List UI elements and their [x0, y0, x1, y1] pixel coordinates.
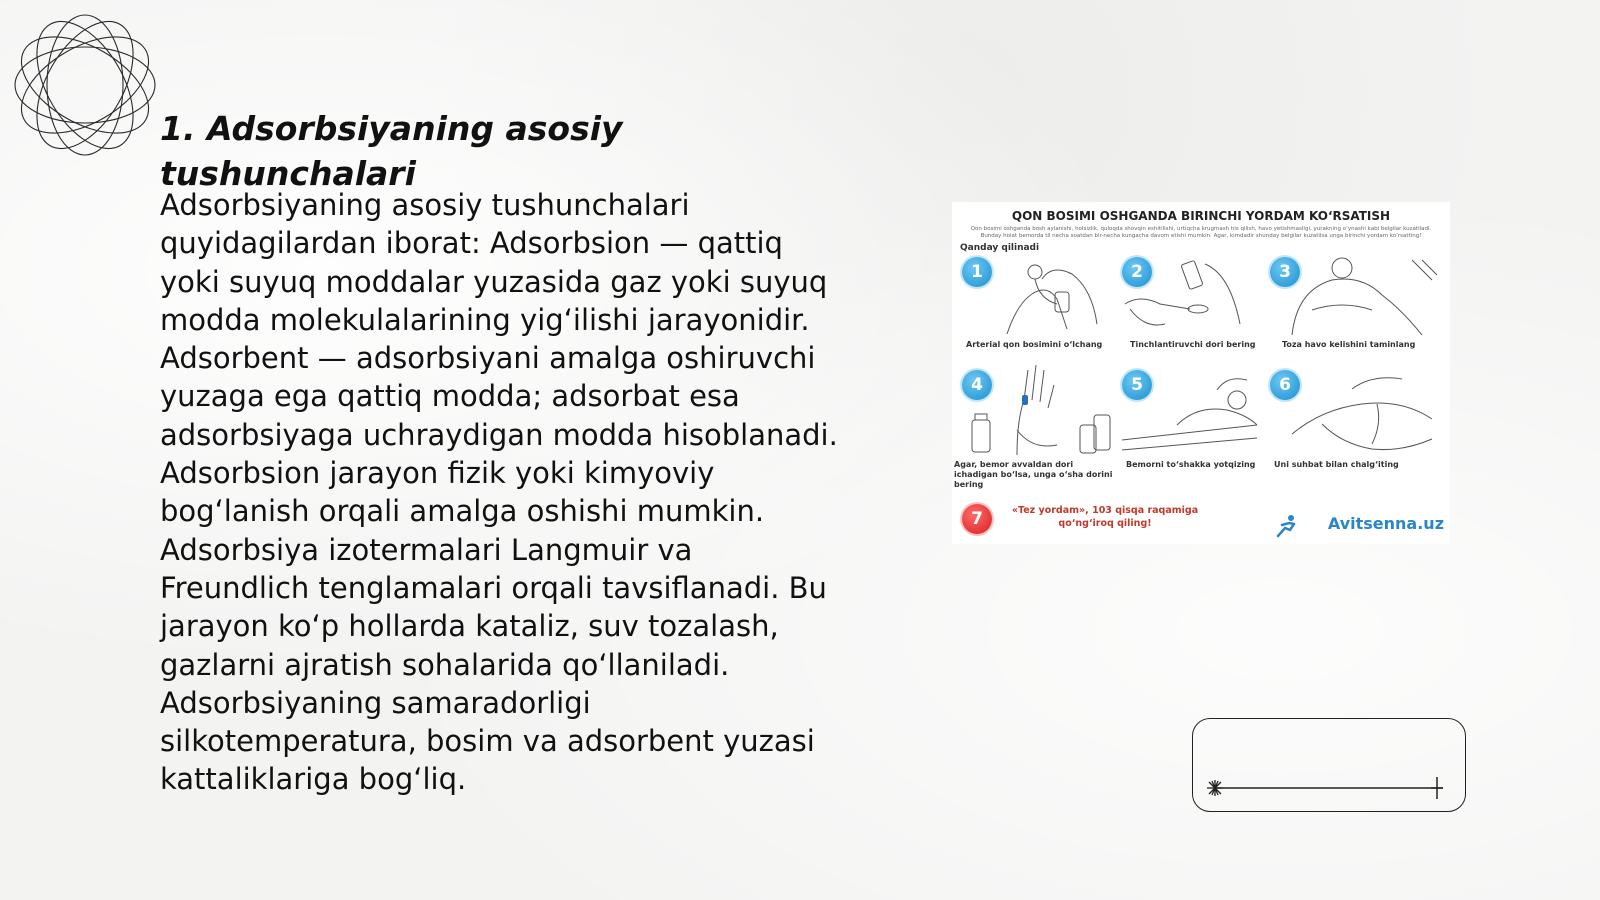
step-number-2: 2	[1122, 257, 1152, 287]
cross-marker-icon	[1431, 777, 1443, 799]
step-label-4: Agar, bemor avvaldan dori ichadigan bo‘lsa, unga o‘sha dorini bering	[954, 460, 1113, 489]
timeline-decoration	[1192, 718, 1466, 812]
first-aid-infographic	[952, 202, 1450, 544]
timeline-line	[1193, 719, 1465, 811]
brand-name: Avitsenna.uz	[1327, 514, 1444, 533]
step-number-7: 7	[962, 504, 992, 534]
pill-bottles-sketch	[962, 360, 1112, 460]
step-number-3: 3	[1270, 257, 1300, 287]
slide-title: 1. Adsorbsiyaning asosiy tushunchalari	[160, 109, 623, 193]
infographic-title: QON BOSIMI OSHGANDA BIRINCHI YORDAM KO‘RSATISH	[1011, 209, 1391, 223]
infographic-section-label: Qanday qilinadi	[960, 243, 1040, 253]
step-number-1: 1	[962, 257, 992, 287]
emergency-call-text: «Tez yordam», 103 qisqa raqamiga qo‘ng‘iroq qiling!	[1011, 505, 1199, 529]
step-label-1: Arterial qon bosimini o‘lchang	[966, 340, 1103, 349]
slide-body-text: Adsorbsiyaning asosiy tushunchalari quyidagilardan iborat: Adsorbsion — qattiq yoki suyuq moddalar yuzasida gaz yoki suyuq modda molekulalarining yig‘ilishi jarayonidir. Adsorbent — adsorbsiyani amalga oshiruvchi yuzaga ega qattiq modda; adsorbat esa adsorbsiyaga uchraydigan modda hisoblanadi. Adsorbsion jarayon fizik yoki kimyoviy bog‘lanish orqali amalga oshishi mumkin. Adsorbsiya izotermalari Langmuir va Freundlich tenglamalari orqali tavsiflanadi. Bu jarayon ko‘p hollarda kataliz, suv tozalash, gazlarni ajratish sohalarida qo‘llaniladi. Adsorbsiyaning samaradorligi silkotemperatura, bosim va adsorbent yuzasi kattaliklariga bog‘liq.	[160, 188, 838, 797]
medicine-spoon-sketch	[1120, 254, 1250, 339]
runner-logo-icon	[1274, 514, 1300, 538]
step-number-5: 5	[1122, 370, 1152, 400]
step-label-5: Bemorni to‘shakka yotqizing	[1126, 460, 1256, 469]
blood-pressure-sketch	[997, 254, 1107, 339]
step-number-6: 6	[1270, 370, 1300, 400]
step-number-4: 4	[962, 370, 992, 400]
step-label-3: Toza havo kelishini taminlang	[1282, 340, 1416, 349]
step-label-2: Tinchlantiruvchi dori bering	[1130, 340, 1256, 349]
step-label-6: Uni suhbat bilan chalg‘iting	[1274, 460, 1399, 469]
fresh-air-sketch	[1272, 250, 1442, 340]
infographic-subtitle: Qon bosimi oshganda bosh aylanishi, holsizlik, quloqda shovqin eshitilishi, urtiqcha krugmash his qilish, havo yetishmasligi, yurakning o‘ynashi kabi belgilar kuzatiladi. Bunday holat bemorda til necha soatdan bir-necha kungacha davom etishi mumkin. Agar, kimdadir shunday belgilar kuzatilsa unga birinchi yordam ko‘rsatting!	[970, 226, 1432, 239]
sparkle-icon	[1207, 780, 1223, 796]
conversation-sketch	[1282, 364, 1442, 459]
lying-down-sketch	[1117, 370, 1267, 460]
rings-decoration-icon	[10, 10, 160, 160]
